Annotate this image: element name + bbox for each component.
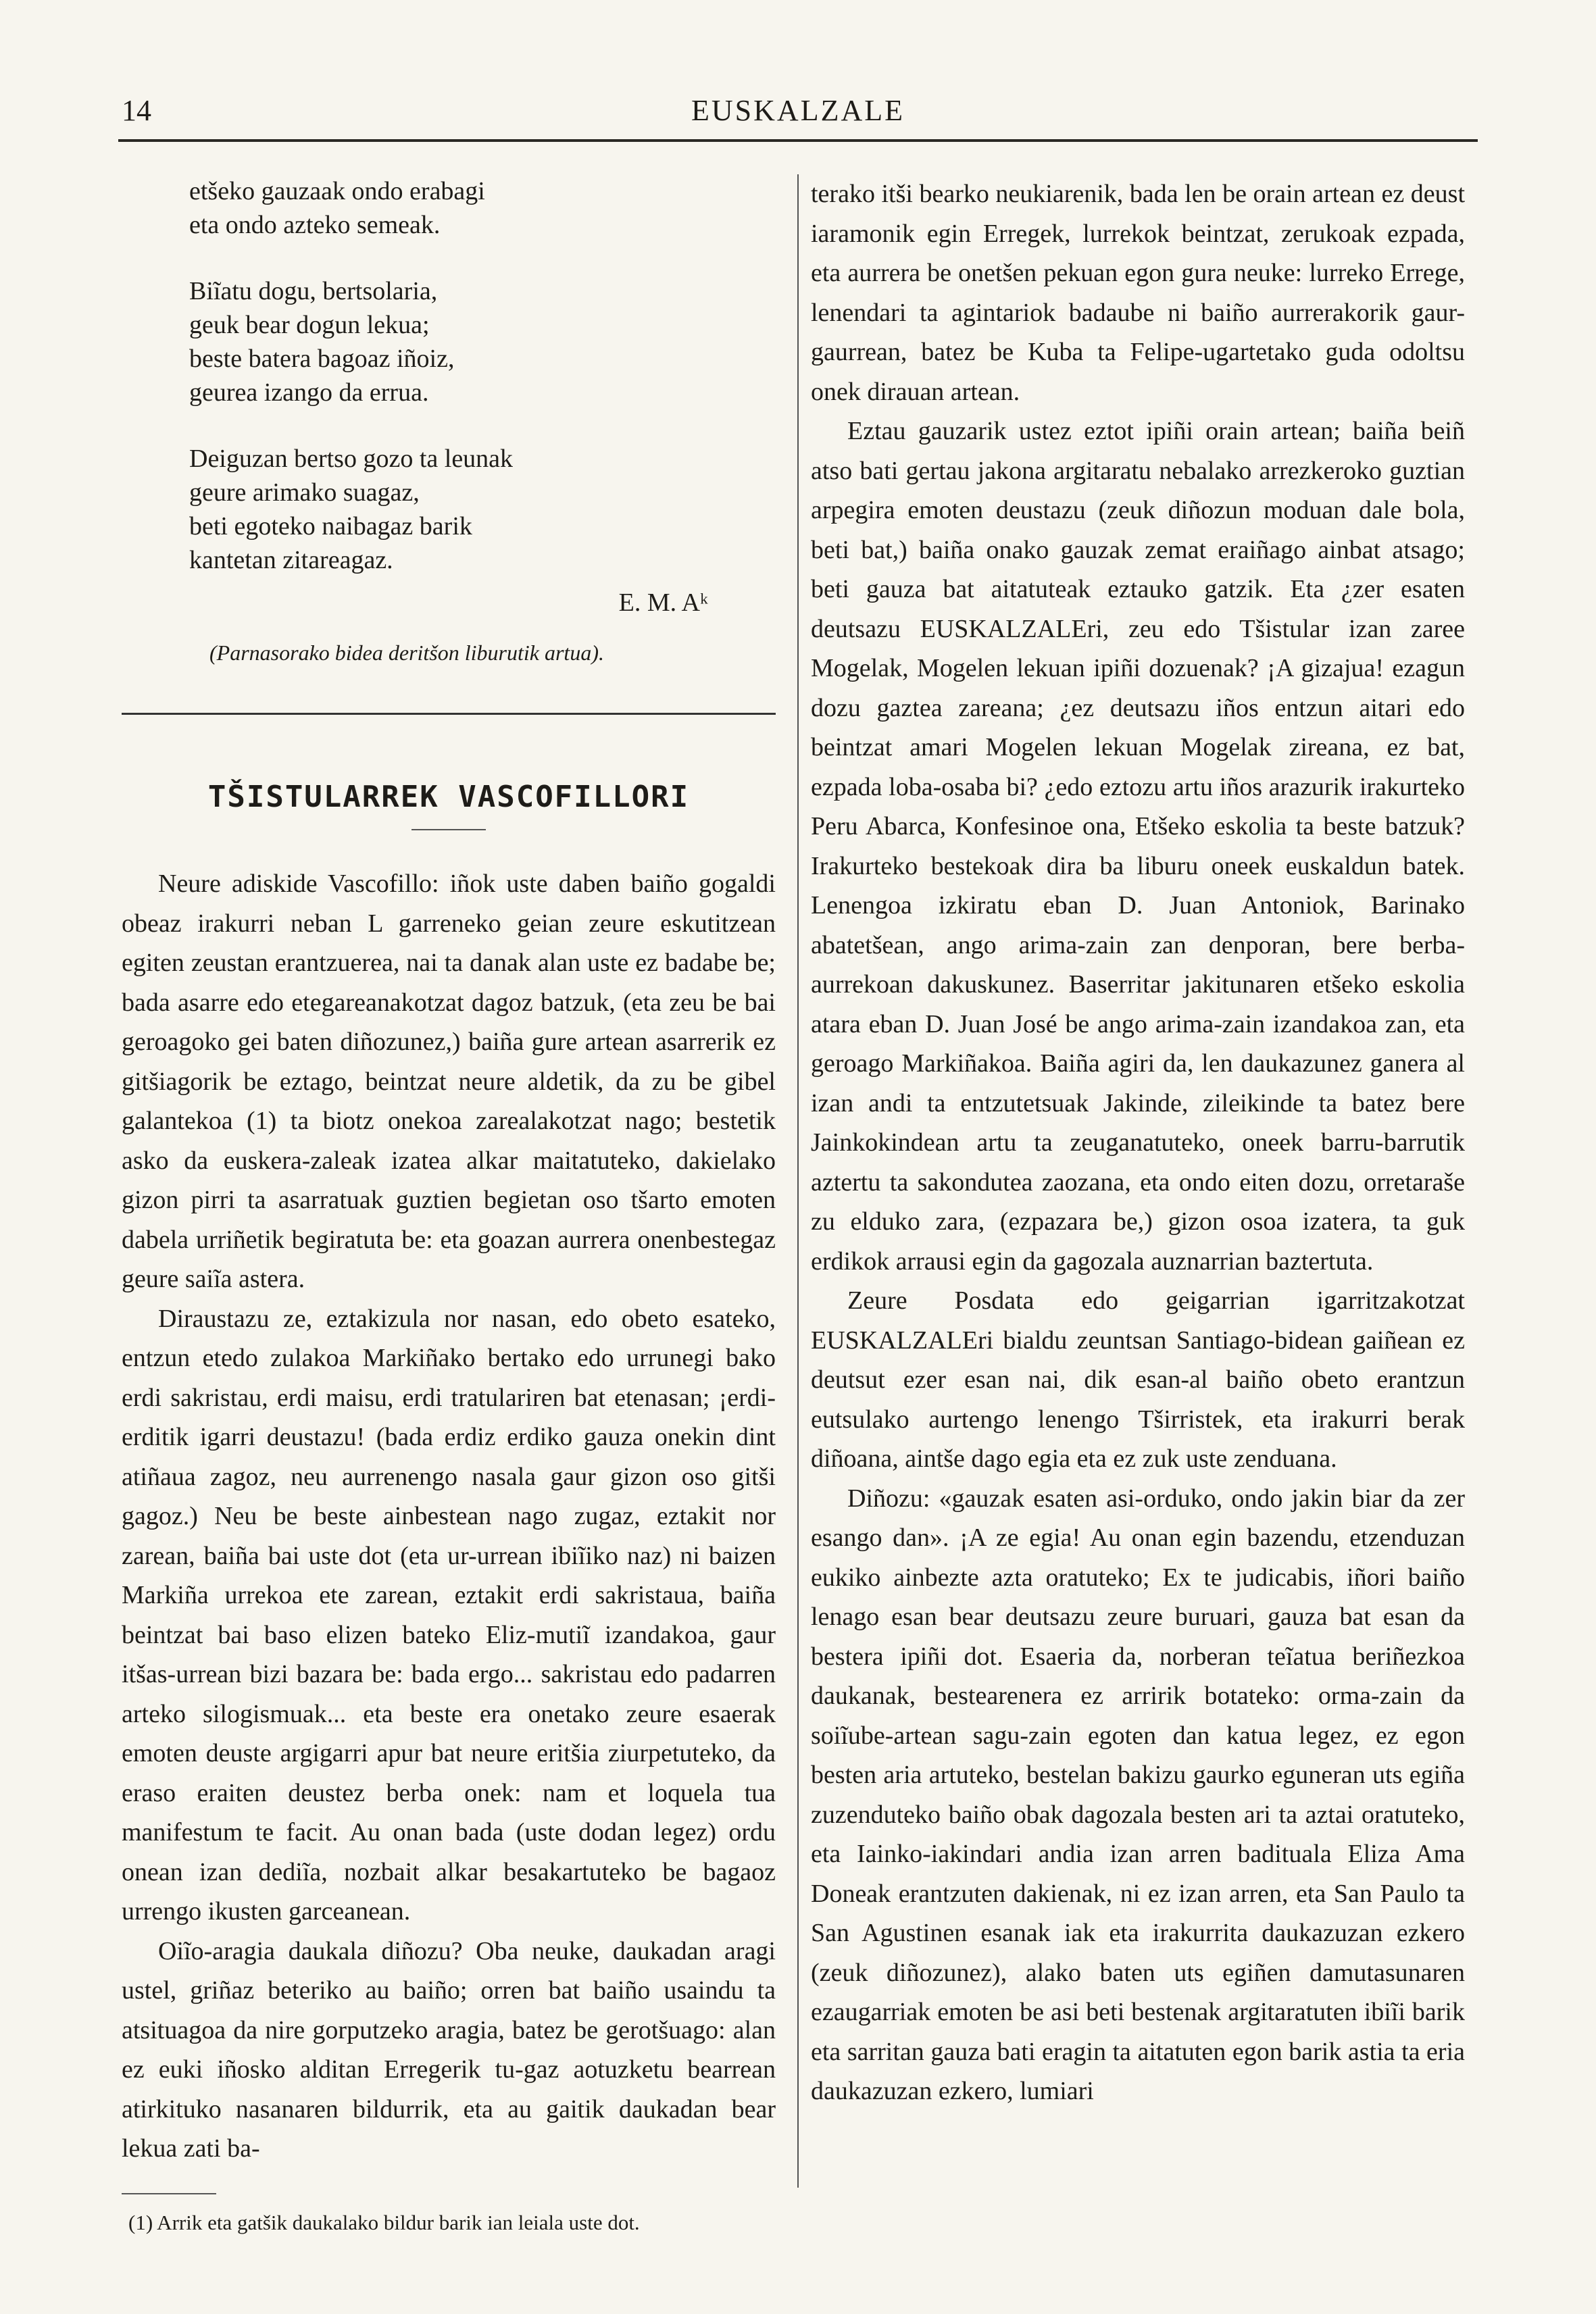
footnote: (1) Arrik eta gatšik daukalako bildur barik ian leiala uste dot. bbox=[128, 2210, 640, 2234]
verse-line: Biĩatu dogu, bertsolaria, bbox=[189, 277, 438, 305]
right-column bbox=[811, 174, 1465, 2111]
title-rule bbox=[412, 829, 486, 830]
running-title: EUSKALZALE bbox=[691, 94, 905, 127]
body-paragraph: Zeure Posdata edo geigarrian igarritzakotzat EUSKALZALEri bialdu zeuntsan Santiago-bidean gaiñean ez deutsut ezer esan nai, dik esan-al baiño obeto erantzun eutsulako aurtengo lenengo Tširristek, eta irakurri berak diñoana, aintše dago egia eta ez zuk uste zenduana. bbox=[811, 1286, 1465, 1473]
verse-line: geuk bear dogun lekua; bbox=[189, 311, 430, 339]
body-paragraph: Diñozu: «gauzak esaten asi-orduko, ondo jakin biar da zer esango dan». ¡A ze egia! Au onan egin bazendu, etzenduzan eukiko ainbezte azta oratuteko; Ex te judicabis, iñori baiño lenago esan bear deutsazu zeure buruari, gauza bat esan da bestera ipiñi dot. Esaeria da, norberan teĩatua beriñezkoa daukanak, bestearenera ez arririk botateko: orma-zain da soiĩube-artean sagu-zain egoten dan katua legez, ez egon besten aria artuteko, bestelan bakizu gaurko eguneran uts egiña zuzenduteko baiño obak dagozala besten ari ta aztai oratuteko, eta Iainko-iakindari andia izan arren badituala Eliza Ama Doneak erantzuten dakienak, ni ez izan arren, eta San Paulo ta San Agustinen esanak iak eta irakurrita daukazuzan ezkero (zeuk diñozunez), alako baten uts egiñen damutasunaren ezaugarriak emoten be asi beti bestenak argitaratuten ibiĩi barik eta sarritan gauza bati eragin ta aitatuten egon barik astia ta eria daukazuzan ezkero, lumiari bbox=[811, 1484, 1465, 2105]
verse-line: kantetan zitareagaz. bbox=[189, 546, 393, 574]
verse-line: beste batera bagoaz iñoiz, bbox=[189, 345, 455, 373]
body-paragraph: Oiĩo-aragia daukala diñozu? Oba neuke, daukadan aragi ustel, griñaz beteriko au baiño; orren bat baiño usaindu ta atsituagoa da nire gorputzeko aragia, batez be gerotšuago: alan ez euki iñosko alditan Erregerik tu-gaz aotuzketu bearrean atirkituko nasanaren bildurrik, eta au gaitik daukadan bear lekua zati ba- bbox=[122, 1936, 776, 2163]
header-rule bbox=[118, 139, 1478, 142]
body-paragraph: terako itši bearko neukiarenik, bada len be orain artean ez deust iaramonik egin Erregek, lurrekok beintzat, zerukoak ezpada, eta aurrera be onetšen pekuan egon gura neuke: lurreko Errege, lenendari ta agintariok badaube ni baiño aurrerakorik gaur-gaurrean, batez be Kuba ta Felipe-ugartetako guda odoltsu onek dirauan artean. bbox=[811, 180, 1465, 406]
body-paragraph: Eztau gauzarik ustez eztot ipiñi orain artean; baiña beiñ atso bati gertau jakona argitaratu nebalako arrezkeroko guztian arpegira emoten deustazu (zeuk diñozun moduan dale bola, beti bat,) baiña onako gauzak zemat eraiñago ainbat atsago; beti gauza bat aitatuteak eztauko gatzik. Eta ¿zer esaten deutsazu EUSKALZALEri, zeu edo Tšistular izan zaree Mogelak, Mogelen lekuan ipiñi dozuenak? ¡A gizajua! ezagun dozu gaztea zareana; ¿ez deutsazu iños entzun aitari edo beintzat amari Mogelen lekuan Mogelak zireana, ez bat, ezpada loba-osaba bi? ¿edo eztozu artu iños arazurik irakurteko Peru Abarca, Konfesinoe ona, Etšeko eskolia ta beste batzuk? Irakurteko bestekoak dira ba liburu oneek euskaldun batek. Lenengoa izkiratu eban D. Juan Antoniok, Barinako abatetšean, ango arima-zain zan denporan, bere berba-aurrekoan dakuskunez. Baserritar jakitunaren etšeko eskolia atara eban D. Juan José be ango arima-zain izandakoa zan, eta geroago Markiñakoa. Baiña agiri da, len daukazunez ganera al izan andi ta entzutetsuak Jakinde, zileikinde ta batez bere Jainkokindean artu ta zeuganatuteko, oneek barru-barrutik aztertu ta sakondutea zaozana, eta ondo eiten dozu, orretaraše zu elduko zara, (ezpazara be,) gizon osoa izatera, ta guk erdikok arrausi egin da gagozala auznarrian baztertuta. bbox=[811, 417, 1465, 1276]
verse-line: eta ondo azteko semeak. bbox=[189, 211, 441, 239]
poem-source: (Parnasorako bidea deritšon liburutik artua). bbox=[209, 640, 604, 665]
verse-line: beti egoteko naibagaz barik bbox=[189, 512, 472, 540]
verse-line: geure arimako suagaz, bbox=[189, 478, 420, 507]
body-paragraph: Neure adiskide Vascofillo: iñok uste daben baiño gogaldi obeaz irakurri neban L garreneko geian zeure eskutitzean egiten zeustan erantzuerea, nai ta danak alan uste ez badabe be; bada asarre edo etegareanakotzat dagoz batzuk, (eta zeu be bai geroagoko gei baten diñozunez,) baiña gure artean asarrerik ez gitšiagorik be eztago, beintzat neure aldetik, da zu be gibel galantekoa (1) ta biotz onekoa zarealakotzat nago; bestetik asko da euskera-zaleak izatea alkar maitatuteko, dakielako gizon pirri ta asarratuak guztien begietan oso tšarto emoten dabela urriñetik begiratuta be: eta goazan aurrera onenbestegaz geure saiĩa astera. bbox=[122, 870, 776, 1293]
verse-stanza bbox=[189, 442, 776, 577]
footnote-rule bbox=[122, 2193, 216, 2194]
poem-signature: E. M. Aᵏ bbox=[618, 588, 708, 617]
page-number: 14 bbox=[122, 94, 151, 127]
verse-stanza bbox=[189, 274, 776, 409]
verse-stanza bbox=[189, 174, 776, 242]
article-title: TŠISTULARREK VASCOFILLORI bbox=[207, 780, 690, 814]
section-divider bbox=[122, 713, 776, 715]
verse-line: geurea izango da errua. bbox=[189, 378, 429, 407]
body-paragraph: Diraustazu ze, eztakizula nor nasan, edo obeto esateko, entzun etedo zulakoa Markiñako bertako edo urrunegi bako erdi sakristau, erdi maisu, erdi tratulariren bat etenasan; ¡erdi-erditik igarri deustazu! (bada erdiz erdiko gauza onekin dint atiñaua zagoz, neu aurrenengo nasala gaur gizon oso gitši gagoz.) Neu be beste ainbestean nago zugaz, eztakit nor zarean, baiña bai uste dot (eta ur-urrean ibiĩiko naz) ni baizen Markiña urrekoa ete zarean, eztakit erdi sakristaua, baiña beintzat bai baso elizen bateko Eliz-mutiĩ izandakoa, gaur itšas-urrean bizi bazara be: bada ergo... sakristau edo padarren arteko silogismuak... eta beste era onetako zeure esaerak emoten deuste argigarri apur bat neure eritšia ziurpetuteko, da eraso eraiten deustez berba onek: nam et loquela tua manifestum te facit. Au onan bada (uste dodan legez) ordu onean izan dediĩa, nozbait alkar besakartuteko be bagaoz urrengo ikusten garceanean. bbox=[122, 1304, 776, 1926]
verse-line: Deiguzan bertso gozo ta leunak bbox=[189, 445, 514, 473]
left-column bbox=[122, 174, 776, 2238]
column-divider bbox=[797, 174, 799, 2188]
verse-line: etšeko gauzaak ondo erabagi bbox=[189, 177, 485, 205]
